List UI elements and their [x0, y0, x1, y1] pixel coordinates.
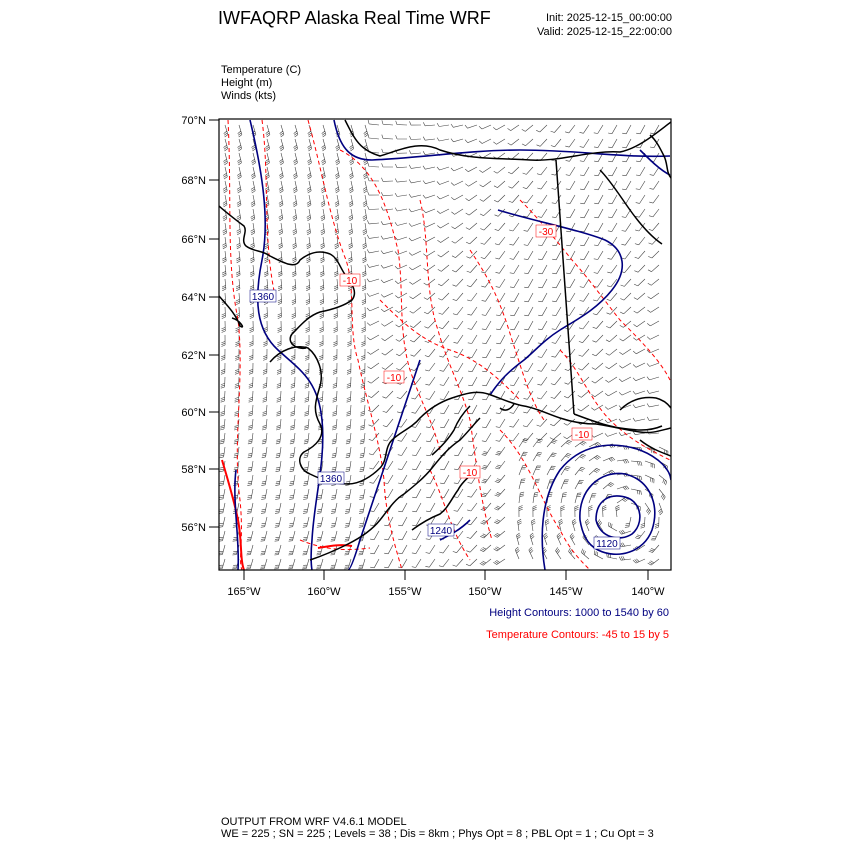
wind-barb-field [218, 120, 668, 569]
lon-label: 140°W [631, 586, 665, 598]
lat-label: 56°N [181, 522, 206, 534]
lon-label: 165°W [227, 586, 261, 598]
height-contour-label: 1360 [319, 474, 343, 485]
temperature-contour-label: -30 [538, 227, 554, 238]
height-contour-label: 1360 [251, 292, 275, 303]
lon-ticks [244, 570, 648, 580]
lon-label: 145°W [549, 586, 583, 598]
footer-config: WE = 225 ; SN = 225 ; Levels = 38 ; Dis = 8km ; Phys Opt = 8 ; PBL Opt = 1 ; Cu Opt = 3 [221, 828, 654, 840]
temperature-contour-label: -10 [386, 373, 402, 384]
height-contour-label: 1240 [429, 526, 453, 537]
lat-label: 64°N [181, 292, 206, 304]
height-contour-legend: Height Contours: 1000 to 1540 by 60 [489, 607, 669, 619]
temperature-contour-label: -10 [462, 468, 478, 479]
field-height: Height (m) [221, 77, 273, 89]
lat-label: 60°N [181, 407, 206, 419]
lat-label: 70°N [181, 115, 206, 127]
wind-barbs [218, 120, 668, 569]
lat-ticks [209, 120, 219, 527]
lat-label: 62°N [181, 350, 206, 362]
lat-label: 68°N [181, 175, 206, 187]
height-contour-label: 1120 [596, 539, 618, 550]
lat-label: 66°N [181, 234, 206, 246]
lat-label: 58°N [181, 464, 206, 476]
footer-model: OUTPUT FROM WRF V4.6.1 MODEL [221, 816, 407, 828]
temperature-contour-legend: Temperature Contours: -45 to 15 by 5 [486, 629, 669, 641]
lon-label: 150°W [468, 586, 502, 598]
page-title: IWFAQRP Alaska Real Time WRF [218, 8, 491, 28]
valid-time: Valid: 2025-12-15_22:00:00 [537, 26, 672, 38]
temperature-contour-label: -10 [574, 430, 590, 441]
lon-label: 155°W [388, 586, 422, 598]
lon-label: 160°W [307, 586, 341, 598]
field-temperature: Temperature (C) [221, 64, 302, 76]
field-winds: Winds (kts) [221, 90, 276, 102]
height-contours [235, 120, 671, 570]
init-time: Init: 2025-12-15_00:00:00 [546, 12, 672, 24]
temperature-contour-label: -10 [342, 276, 358, 287]
